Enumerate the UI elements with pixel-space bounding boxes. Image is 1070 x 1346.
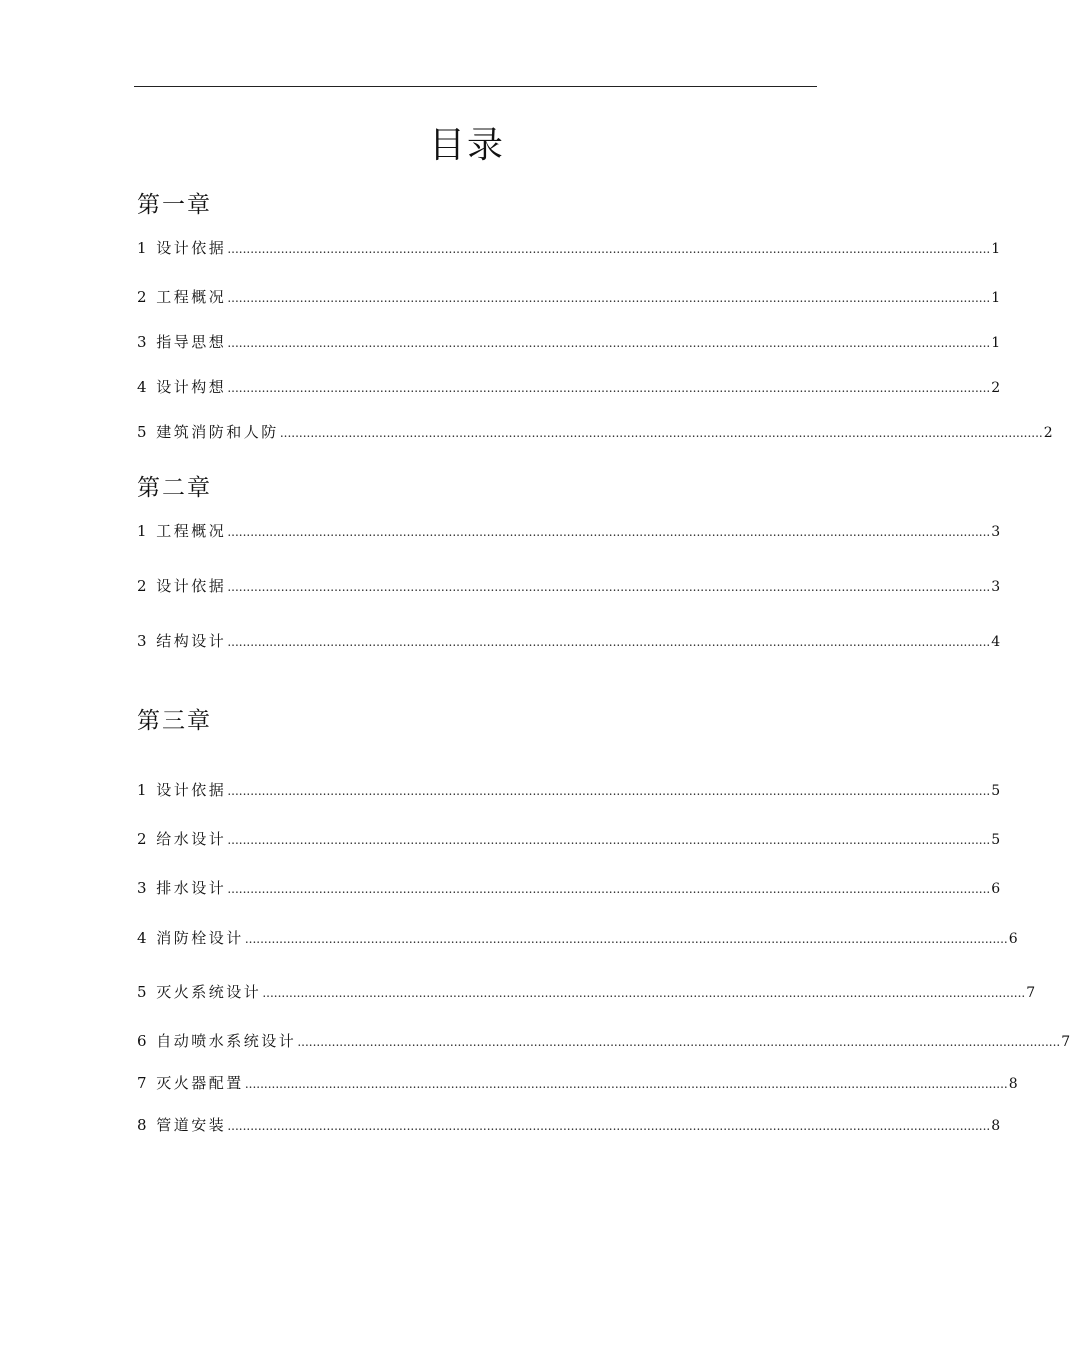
entry-label: 2 给水设计 (137, 830, 227, 848)
toc-entry[interactable] (137, 331, 1001, 353)
entry-label: 1 设计依据 (137, 781, 227, 799)
toc-entry[interactable] (137, 376, 1001, 398)
toc-entry[interactable] (137, 630, 1001, 652)
dot-leader: ........................................................................................................................................................................................................ (227, 242, 991, 256)
entry-label: 4 消防栓设计 (137, 929, 244, 947)
toc-entry[interactable] (137, 828, 1001, 850)
dot-leader: ........................................................................................................................................................................................................ (227, 381, 991, 395)
dot-leader: ........................................................................................................................................................................................................ (227, 882, 991, 896)
entry-label: 3 排水设计 (137, 879, 227, 897)
page-number: 1 (991, 241, 1001, 257)
dot-leader: ........................................................................................................................................................................................................ (279, 426, 1043, 440)
entry-label: 3 指导思想 (137, 333, 227, 351)
entry-label: 2 工程概况 (137, 288, 227, 306)
chapter-heading-2: 第二章 (137, 475, 212, 501)
toc-entry[interactable] (137, 1114, 1001, 1136)
page-number: 3 (991, 579, 1001, 595)
dot-leader: ........................................................................................................................................................................................................ (227, 291, 991, 305)
page-number: 6 (1008, 931, 1018, 947)
dot-leader: ........................................................................................................................................................................................................ (227, 336, 991, 350)
page-number: 4 (991, 634, 1001, 650)
toc-entry[interactable] (137, 520, 1001, 542)
entry-label: 6 自动喷水系统设计 (137, 1032, 297, 1050)
toc-entry[interactable] (137, 286, 1001, 308)
entry-label: 2 设计依据 (137, 577, 227, 595)
dot-leader: ........................................................................................................................................................................................................ (227, 580, 991, 594)
page-number: 8 (991, 1118, 1001, 1134)
page-number: 8 (1008, 1076, 1018, 1092)
dot-leader: ........................................................................................................................................................................................................ (227, 833, 991, 847)
page-number: 1 (991, 335, 1001, 351)
page-number: 2 (991, 380, 1001, 396)
page-number: 2 (1043, 425, 1053, 441)
entry-label: 1 工程概况 (137, 522, 227, 540)
dot-leader: ........................................................................................................................................................................................................ (244, 1077, 1008, 1091)
entry-label: 4 设计构想 (137, 378, 227, 396)
toc-entry[interactable] (137, 981, 1036, 1003)
toc-title: 目录 (428, 125, 505, 166)
page-number: 1 (991, 290, 1001, 306)
chapter-heading-1: 第一章 (137, 192, 212, 218)
toc-entry[interactable] (137, 421, 1053, 443)
toc-entry[interactable] (137, 575, 1001, 597)
entry-label: 5 建筑消防和人防 (137, 423, 279, 441)
dot-leader: ........................................................................................................................................................................................................ (227, 784, 991, 798)
page-number: 5 (991, 832, 1001, 848)
dot-leader: ........................................................................................................................................................................................................ (244, 932, 1008, 946)
page-number: 7 (1026, 985, 1036, 1001)
page-number: 7 (1061, 1034, 1070, 1050)
page-number: 6 (991, 881, 1001, 897)
header-rule (134, 86, 817, 87)
toc-entry[interactable] (137, 927, 1018, 949)
dot-leader: ........................................................................................................................................................................................................ (227, 525, 991, 539)
entry-label: 1 设计依据 (137, 239, 227, 257)
dot-leader: ........................................................................................................................................................................................................ (227, 1119, 991, 1133)
toc-entry[interactable] (137, 877, 1001, 899)
dot-leader: ........................................................................................................................................................................................................ (297, 1035, 1061, 1049)
entry-label: 8 管道安装 (137, 1116, 227, 1134)
chapter-heading-3: 第三章 (137, 708, 212, 734)
entry-label: 3 结构设计 (137, 632, 227, 650)
toc-entry[interactable] (137, 779, 1001, 801)
toc-entry[interactable] (137, 237, 1001, 259)
toc-entry[interactable] (137, 1072, 1018, 1094)
page-number: 3 (991, 524, 1001, 540)
page-number: 5 (991, 783, 1001, 799)
dot-leader: ........................................................................................................................................................................................................ (262, 986, 1026, 1000)
dot-leader: ........................................................................................................................................................................................................ (227, 635, 991, 649)
toc-entry[interactable] (137, 1030, 1070, 1052)
entry-label: 7 灭火器配置 (137, 1074, 244, 1092)
entry-label: 5 灭火系统设计 (137, 983, 262, 1001)
